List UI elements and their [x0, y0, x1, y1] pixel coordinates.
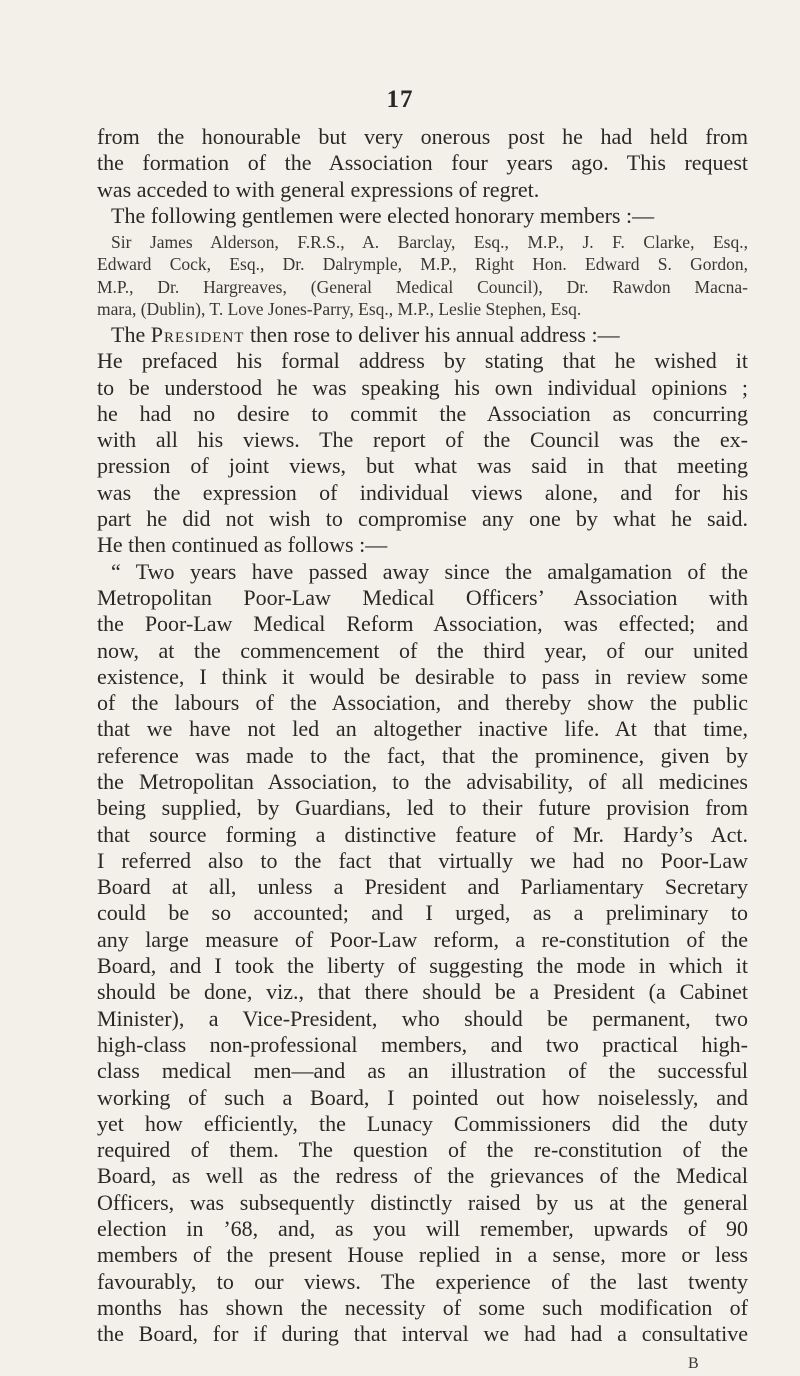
text-line: Board, and I took the liberty of suggesting the mode in which it — [97, 953, 748, 979]
text-line: of the labours of the Association, and thereby show the public — [97, 690, 748, 716]
text-fragment: The — [111, 321, 151, 347]
text-line: should be done, viz., that there should be a President (a Cabinet — [97, 979, 748, 1005]
president-smallcaps: President — [150, 321, 245, 347]
text-line: He prefaced his formal address by stating that he wished it — [97, 348, 748, 374]
text-fragment: then rose to deliver his annual address :— — [244, 321, 620, 347]
text-line: part he did not wish to compromise any one by what he said. — [97, 506, 748, 532]
text-line: was the expression of individual views alone, and for his — [97, 479, 748, 505]
text-line: required of them. The question of the re-constitution of the — [97, 1137, 748, 1163]
text-line: I referred also to the fact that virtually we had no Poor-Law — [97, 847, 748, 873]
members-line: M.P., Dr. Hargreaves, (General Medical Council), Dr. Rawdon Macna- — [97, 276, 748, 297]
text-line: with all his views. The report of the Council was the ex- — [97, 427, 748, 453]
text-line: reference was made to the fact, that the prominence, given by — [97, 742, 748, 768]
text-line: being supplied, by Guardians, led to their future provision from — [97, 795, 748, 821]
president-line — [97, 322, 748, 348]
text-line: now, at the commencement of the third year, of our united — [97, 637, 748, 663]
text-line: from the honourable but very onerous post he had held from — [97, 124, 748, 149]
text-line: to be understood he was speaking his own individual opinions ; — [97, 374, 748, 400]
body-text — [97, 124, 748, 1348]
text-line: that we have not led an altogether inactive life. At that time, — [97, 716, 748, 742]
members-intro: The following gentlemen were elected honorary members :— — [111, 202, 655, 228]
text-line: Minister), a Vice-President, who should be permanent, two — [97, 1005, 748, 1031]
text-line: high-class non-professional members, and two practical high- — [97, 1031, 748, 1057]
text-line: he had no desire to commit the Association as concurring — [97, 400, 748, 426]
text-line: yet how efficiently, the Lunacy Commissioners did the duty — [97, 1110, 748, 1136]
members-line: Sir James Alderson, F.R.S., A. Barclay, Esq., M.P., J. F. Clarke, Esq., — [111, 232, 748, 253]
text-line: He then continued as follows :— — [97, 532, 388, 558]
members-line: mara, (Dublin), T. Love Jones-Parry, Esq., M.P., Leslie Stephen, Esq. — [97, 298, 582, 319]
text-line: the Poor-Law Medical Reform Association, was effected; and — [97, 611, 748, 637]
text-line: months has shown the necessity of some such modification of — [97, 1294, 748, 1320]
text-line: that source forming a distinctive feature of Mr. Hardy’s Act. — [97, 821, 748, 847]
text-line: the formation of the Association four years ago. This request — [97, 150, 748, 176]
text-line: “ Two years have passed away since the amalgamation of the — [111, 558, 748, 584]
text-line: members of the present House replied in a sense, more or less — [97, 1242, 748, 1268]
text-line: Board, as well as the redress of the grievances of the Medical — [97, 1163, 748, 1189]
members-line: Edward Cock, Esq., Dr. Dalrymple, M.P., Right Hon. Edward S. Gordon, — [97, 254, 748, 275]
text-line: class medical men—and as an illustration of the successful — [97, 1058, 748, 1084]
members-list — [97, 231, 748, 320]
text-line: favourably, to our views. The experience of the last twenty — [97, 1268, 748, 1294]
text-line: any large measure of Poor-Law reform, a re-constitution of the — [97, 926, 748, 952]
text-line: the Metropolitan Association, to the advisability, of all medicines — [97, 768, 748, 794]
text-line: pression of joint views, but what was said in that meeting — [97, 453, 748, 479]
text-line: Board at all, unless a President and Parliamentary Secretary — [97, 874, 748, 900]
signature-mark: B — [688, 1355, 699, 1372]
text-line: was acceded to with general expressions of regret. — [97, 176, 540, 202]
text-line: working of such a Board, I pointed out how noiselessly, and — [97, 1084, 748, 1110]
text-line: Metropolitan Poor-Law Medical Officers’ Association with — [97, 584, 748, 610]
text-line: existence, I think it would be desirable to pass in review some — [97, 663, 748, 689]
page-number: 17 — [386, 86, 414, 113]
text-line: could be so accounted; and I urged, as a preliminary to — [97, 900, 748, 926]
text-line: election in ’68, and, as you will remember, upwards of 90 — [97, 1216, 748, 1242]
text-line: Officers, was subsequently distinctly raised by us at the general — [97, 1189, 748, 1215]
text-line: the Board, for if during that interval we had had a consultative — [97, 1321, 748, 1347]
